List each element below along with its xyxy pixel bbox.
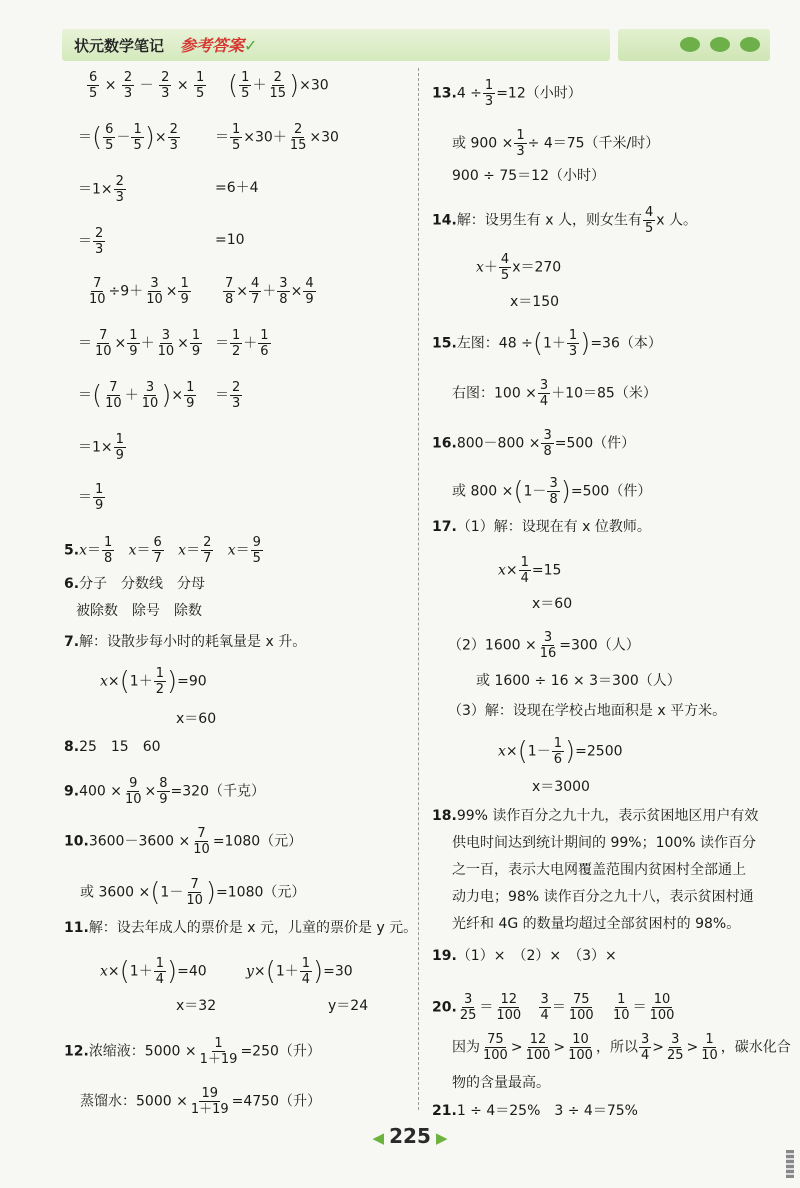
- answer-20: 20. $\frac{3}{25}$ ＝ $\frac{12}{100}$ $\frac{3}{4}$ ＝ $\frac{75}{100}$ $\frac{1}{10}$ ＝ $\frac{10}{100}$: [432, 992, 675, 1023]
- answer-17-alt: 或 1600 ÷ 16 × 3＝300（人）: [476, 673, 681, 689]
- calc-row: ＝ $\frac{7}{10}$ × $\frac{1}{9}$ ＋ $\frac{3}{10}$ × $\frac{1}{9}$: [78, 328, 201, 359]
- calc-row: $\frac{6}{5}$ × $\frac{2}{3}$ － $\frac{2}{3}$ × $\frac{1}{5}$: [89, 70, 205, 101]
- answer-12-line2: 蒸馏水：5000 × $\frac{19}{1+19}$ =4750（升）: [80, 1086, 321, 1117]
- calc-row: ＝1× $\frac{1}{9}$: [78, 432, 124, 463]
- answer-16: 16.800－800 × $\frac{3}{8}$ =500（件）: [432, 428, 636, 459]
- answer-13-line3: 900 ÷ 75＝12（小时）: [452, 168, 605, 184]
- book-title: 状元数学笔记: [74, 37, 165, 55]
- answer-6: 6.分子 分数线 分母: [64, 576, 206, 592]
- answer-8: 8.25 15 60: [64, 739, 161, 755]
- answer-17-part2: （2）1600 × $\frac{3}{16}$ =300（人）: [448, 630, 640, 661]
- calc-row: ＝ $\frac{1}{2}$ ＋ $\frac{1}{6}$: [215, 328, 269, 359]
- calc-row: ＝( $\frac{7}{10}$ ＋ $\frac{3}{10}$ )× $\frac{1}{9}$: [78, 380, 195, 411]
- answers-label: 参考答案✓: [180, 36, 258, 55]
- answer-12: 12.浓缩液：5000 × $\frac{1}{1+19}$ =250（升）: [64, 1036, 321, 1067]
- calc-row: x×(1－ $\frac{1}{6}$ )=2500: [498, 736, 623, 767]
- calc-row: =6＋4: [215, 180, 259, 196]
- calc-row: ( $\frac{1}{5}$ ＋ $\frac{2}{15}$ )×30: [228, 70, 329, 101]
- header-bar: [62, 29, 610, 61]
- page-number: ◀ 225 ▶: [372, 1124, 448, 1148]
- calc-row: ＝( $\frac{6}{5}$ － $\frac{1}{5}$ )× $\frac{2}{3}$: [78, 122, 178, 153]
- page-edge-marker: [786, 1150, 794, 1178]
- calc-row: x×(1＋ $\frac{1}{2}$ )=90: [100, 666, 207, 697]
- answer-17: 17.（1）解：设现在有 x 位教师。: [432, 519, 651, 535]
- header-decoration: [618, 29, 770, 61]
- answer-19: 19.（1）× （2）× （3）×: [432, 948, 617, 964]
- calc-row: ＝1× $\frac{2}{3}$: [78, 174, 124, 205]
- dot-icon: [740, 37, 760, 52]
- calc-row: $\frac{7}{10}$ ÷9＋ $\frac{3}{10}$ × $\frac{1}{9}$: [89, 276, 189, 307]
- answer-18-line: 之一百，表示大电网覆盖范围内贫困村全部通上: [452, 862, 746, 878]
- answer-10: 10.3600－3600 × $\frac{7}{10}$ =1080（元）: [64, 826, 303, 857]
- answer-9: 9.400 × $\frac{9}{10}$ × $\frac{8}{9}$ =320（千克）: [64, 776, 265, 807]
- calc-row: $\frac{7}{8}$ × $\frac{4}{7}$ ＋ $\frac{3}{8}$ × $\frac{4}{9}$: [225, 276, 314, 307]
- answer-20-line2: 因为 $\frac{75}{100}$ > $\frac{12}{100}$ > $\frac{10}{100}$ ，所以 $\frac{3}{4}$ > $\frac{3}{25}$ > $\frac{1}{10}$ ，碳水化合: [452, 1032, 791, 1063]
- calc-row: ＝ $\frac{2}{3}$: [78, 226, 104, 257]
- calc-row: ＝ $\frac{2}{3}$: [215, 380, 241, 411]
- answer-21: 21.1 ÷ 4＝25% 3 ÷ 4＝75%: [432, 1103, 638, 1119]
- answer-7: 7.解：设散步每小时的耗氧量是 x 升。: [64, 634, 307, 650]
- calc-row: =10: [215, 232, 245, 248]
- check-icon: ✓: [244, 36, 258, 55]
- answer-20-line3: 物的含量最高。: [452, 1075, 550, 1091]
- answer-5: 5.x＝ $\frac{1}{8}$ x＝ $\frac{6}{7}$ x＝ $\frac{2}{7}$ x＝ $\frac{9}{5}$: [64, 535, 261, 566]
- calc-row: x＝32: [176, 998, 217, 1014]
- answer-18-line: 动力电；98% 读作百分之九十八，表示贫困村通: [452, 889, 754, 905]
- answer-13-alt: 或 900 × $\frac{1}{3}$ ÷ 4＝75（千米/时）: [452, 128, 660, 159]
- answer-10-alt: 或 3600 ×(1－ $\frac{7}{10}$ )=1080（元）: [80, 877, 306, 908]
- calc-row: y×(1＋ $\frac{1}{4}$ )=30: [246, 956, 353, 987]
- answer-15: 15.左图：48 ÷(1＋ $\frac{1}{3}$ )=36（本）: [432, 328, 662, 359]
- answer-18-line: 供电时间达到统计期间的 99%；100% 读作百分: [452, 835, 757, 851]
- right-arrow-icon: ▶: [435, 1129, 448, 1147]
- answer-6-line2: 被除数 除号 除数: [76, 603, 202, 619]
- calc-row: ＝ $\frac{1}{9}$: [78, 482, 104, 513]
- answer-14: 14.解：设男生有 x 人，则女生有 $\frac{4}{5}$ x 人。: [432, 205, 698, 236]
- calc-row: x×(1＋ $\frac{1}{4}$ )=40: [100, 956, 207, 987]
- answer-15-line2: 右图：100 × $\frac{3}{4}$ ＋10＝85（米）: [452, 378, 657, 409]
- calc-row: x＋ $\frac{4}{5}$ x＝270: [476, 252, 562, 283]
- calc-row: x＝3000: [532, 779, 590, 795]
- calc-row: ＝ $\frac{1}{5}$ ×30＋ $\frac{2}{15}$ ×30: [215, 122, 339, 153]
- calc-row: x× $\frac{1}{4}$ =15: [498, 555, 562, 586]
- answer-18-line: 光纤和 4G 的数量均超过全部贫困村的 98%。: [452, 916, 741, 932]
- column-divider: [418, 68, 419, 1110]
- answer-11: 11.解：设去年成人的票价是 x 元，儿童的票价是 y 元。: [64, 920, 418, 936]
- calc-row: y＝24: [328, 998, 369, 1014]
- left-arrow-icon: ◀: [372, 1129, 385, 1147]
- answer-17-part3: （3）解：设现在学校占地面积是 x 平方米。: [448, 703, 727, 719]
- answer-16-alt: 或 800 ×(1－ $\frac{3}{8}$ )=500（件）: [452, 476, 652, 507]
- dot-icon: [680, 37, 700, 52]
- answer-18: 18.99% 读作百分之九十九，表示贫困地区用户有效: [432, 808, 759, 824]
- calc-row: x＝60: [176, 711, 217, 727]
- dot-icon: [710, 37, 730, 52]
- answer-13: 13.4 ÷ $\frac{1}{3}$ =12（小时）: [432, 78, 582, 109]
- calc-row: x＝150: [510, 294, 560, 310]
- calc-row: x＝60: [532, 596, 573, 612]
